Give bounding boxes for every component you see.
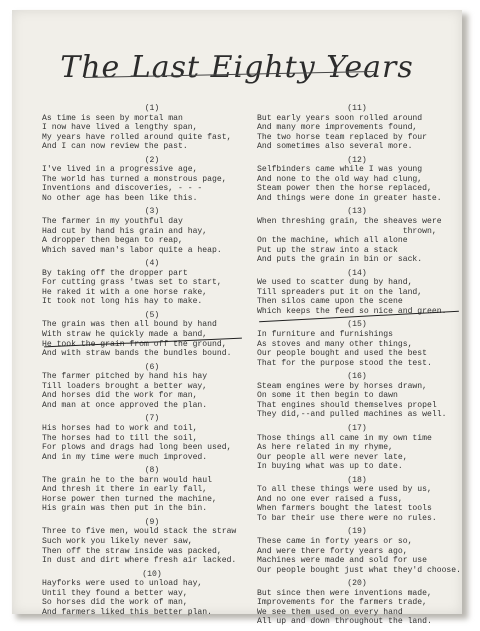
poem-line: Our people bought just what they'd choose. xyxy=(257,565,461,575)
poem-line: thrown, xyxy=(257,226,437,236)
poem-line: And farmers liked this better plan. xyxy=(42,607,212,617)
stanza-number: (5) xyxy=(144,310,160,320)
poem-line: Our people all were never late, xyxy=(257,452,408,462)
poem-line: Had cut by hand his grain and hay, xyxy=(42,226,208,236)
poem-line: And none to the old way had clung, xyxy=(257,174,423,184)
poem-line: These came in forty years or so, xyxy=(257,536,413,546)
poem-line: And no one ever raised a fuss, xyxy=(257,494,403,504)
poem-line: As time is seen by mortal man xyxy=(42,113,183,123)
poem-line: And things were done in greater haste. xyxy=(257,193,442,203)
left-column xyxy=(42,104,247,621)
poem-line: It took not long his hay to make. xyxy=(42,297,203,307)
poem-line: I now have lived a lengthy span, xyxy=(42,123,198,133)
stanza-number: (4) xyxy=(144,259,160,269)
stanza-number: (14) xyxy=(347,268,367,278)
poem-line: And with straw bands the bundles bound. xyxy=(42,349,232,359)
poem-title: The Last Eighty Years xyxy=(60,50,414,85)
stanza-number: (15) xyxy=(347,320,367,330)
stanza-number: (18) xyxy=(347,475,367,485)
poem-line: We used to scatter dung by hand, xyxy=(257,278,413,288)
stanza-number: (19) xyxy=(347,527,367,537)
poem-line: In dust and dirt where fresh air lacked. xyxy=(42,556,237,566)
poem-line: And I can now review the past. xyxy=(42,142,188,152)
poem-line: That for the purpose stood the test. xyxy=(257,358,432,368)
stanza-number: (17) xyxy=(347,423,367,433)
poem-line: The farmer in my youthful day xyxy=(42,217,183,227)
poem-line: And thresh it there in early fall, xyxy=(42,485,208,495)
stanza-number: (9) xyxy=(144,517,160,527)
poem-line: On some it then begin to dawn xyxy=(257,391,398,401)
poem-line: Horse power then turned the machine, xyxy=(42,494,217,504)
poem-line: The world has turned a monstrous page, xyxy=(42,174,227,184)
poem-line: Steam engines were by horses drawn, xyxy=(257,381,427,391)
stanza-number: (3) xyxy=(144,207,160,217)
poem-line: With straw he quickly made a band, xyxy=(42,330,208,340)
poem-line: Steam power then the horse replaced, xyxy=(257,184,432,194)
poem-line: When threshing grain, the sheaves were xyxy=(257,217,442,227)
poem-line: Our people bought and used the best xyxy=(257,349,427,359)
poem-line: Until they found a better way, xyxy=(42,588,188,598)
poem-line: And man at once approved the plan. xyxy=(42,400,208,410)
stanza-number: (7) xyxy=(144,414,160,424)
poem-line: For cutting grass 'twas set to start, xyxy=(42,278,222,288)
poem-line: On the machine, which all alone xyxy=(257,236,408,246)
poem-line: Three to five men, would stack the straw xyxy=(42,527,237,537)
poem-line: And were there forty years ago, xyxy=(257,546,408,556)
poem-line: But since then were inventions made, xyxy=(257,588,432,598)
stanza-number: (13) xyxy=(347,207,367,217)
poem-line: Improvements for the farmers trade, xyxy=(257,598,427,608)
stanza-number: (10) xyxy=(142,569,162,579)
poem-line: We see them used on every hand xyxy=(257,607,403,617)
poem-line: Till loaders brought a better way, xyxy=(42,381,208,391)
poem-line: The two horse team replaced by four xyxy=(257,132,427,142)
poem-line: His horses had to work and toil, xyxy=(42,423,198,433)
poem-line: Such work you likely never saw, xyxy=(42,536,193,546)
poem-line: Then off the straw inside was packed, xyxy=(42,546,222,556)
poem-line: And many more improvements found, xyxy=(257,123,418,133)
poem-line: Hayforks were used to unload hay, xyxy=(42,579,203,589)
poem-line: When farmers bought the latest tools xyxy=(257,504,432,514)
poem-line: The horses had to till the soil, xyxy=(42,433,198,443)
poem-line: Those things all came in my own time xyxy=(257,433,432,443)
poem-line: His grain was then put in the bin. xyxy=(42,504,208,514)
poem-line: I've lived in a progressive age, xyxy=(42,165,198,175)
poem-line: The grain he to the barn would haul xyxy=(42,475,212,485)
poem-line: But early years soon rolled around xyxy=(257,113,423,123)
poem-line: In buying what was up to date. xyxy=(257,462,403,472)
stanza-number: (1) xyxy=(144,104,160,113)
poem-line: My years have rolled around quite fast, xyxy=(42,132,232,142)
poem-line: No other age has been like this. xyxy=(42,193,198,203)
poem-line: That engines should themselves propel xyxy=(257,400,437,410)
poem-line: Inventions and discoveries, - - - xyxy=(42,184,203,194)
poem-line: For plows and drags had long been used, xyxy=(42,443,232,453)
poem-line: And horses did the work for man, xyxy=(42,391,198,401)
poem-line: As here related in my rhyme, xyxy=(257,443,393,453)
poem-line: Machines were made and sold for use xyxy=(257,556,427,566)
poem-line: And in my time were much improved. xyxy=(42,452,208,462)
poem-line: They did,--and pulled machines as well. xyxy=(257,410,447,420)
stanza-number: (2) xyxy=(144,155,160,165)
poem-line: So horses did the work of man, xyxy=(42,598,188,608)
stanza-number: (11) xyxy=(347,104,367,113)
poem-line: In furniture and furnishings xyxy=(257,330,393,340)
poem-line: By taking off the dropper part xyxy=(42,268,188,278)
poem-line: The farmer pitched by hand his hay xyxy=(42,372,208,382)
poem-line: The grain was then all bound by hand xyxy=(42,320,217,330)
poem-line: Then silos came upon the scene xyxy=(257,297,403,307)
poem-line: To all these things were used by us, xyxy=(257,485,432,495)
stanza-number: (6) xyxy=(144,362,160,372)
document-page xyxy=(12,10,462,627)
stanza-number: (20) xyxy=(347,579,367,589)
poem-line: He took the grain from off the ground, xyxy=(42,339,227,349)
stanza-number: (12) xyxy=(347,155,367,165)
poem-line: Which keeps the feed so nice and green. xyxy=(257,306,447,316)
stanza-number: (16) xyxy=(347,372,367,382)
poem-line: He raked it with a one horse rake, xyxy=(42,287,208,297)
right-column xyxy=(257,104,461,631)
poem-line: Selfbinders came while I was young xyxy=(257,165,423,175)
poem-line: Which saved man's labor quite a heap. xyxy=(42,245,222,255)
poem-line: A dropper then began to reap, xyxy=(42,236,183,246)
poem-line: All up and down throughout the land. xyxy=(257,617,432,627)
poem-line: Put up the straw into a stack xyxy=(257,245,398,255)
poem-line: And sometimes also several more. xyxy=(257,142,413,152)
poem-line: Till spreaders put it on the land, xyxy=(257,287,423,297)
poem-line: As stoves and many other things, xyxy=(257,339,413,349)
poem-line: And puts the grain in bin or sack. xyxy=(257,255,423,265)
stanza-number: (8) xyxy=(144,466,160,476)
poem-line: To bar their use there were no rules. xyxy=(257,513,437,523)
